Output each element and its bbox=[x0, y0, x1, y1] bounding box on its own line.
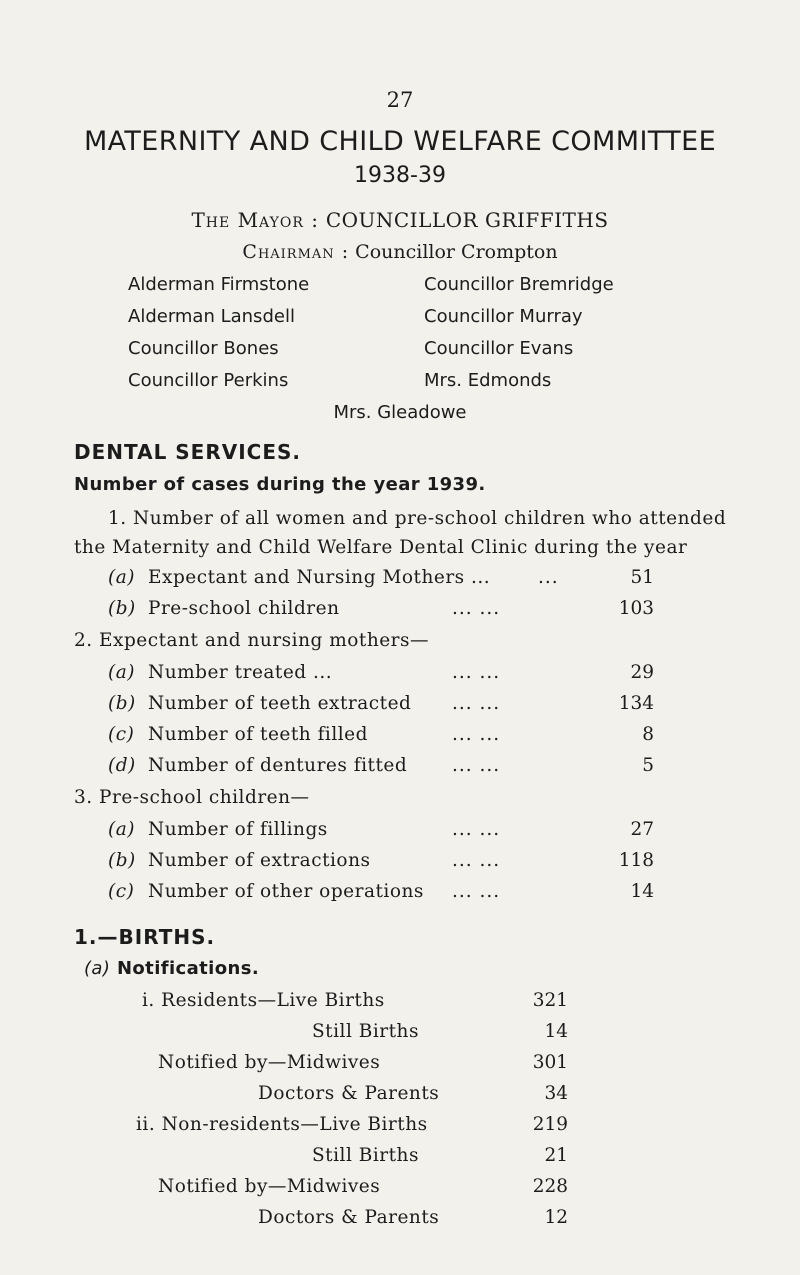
mayor-label: The Mayor : bbox=[191, 208, 319, 232]
item3c-label: (c) bbox=[108, 881, 135, 902]
births-sub-label: (a) bbox=[84, 958, 111, 979]
births-row-3-text: Notified by—Midwives bbox=[158, 1052, 381, 1073]
item3a-label: (a) bbox=[108, 819, 135, 840]
item2a-label: (a) bbox=[108, 662, 135, 683]
item2c-dots: ... ... bbox=[452, 724, 501, 745]
births-row-1-value: 321 bbox=[532, 990, 568, 1011]
item2-title: 2. Expectant and nursing mothers— bbox=[74, 630, 430, 651]
births-row-6-value: 21 bbox=[544, 1145, 568, 1166]
item3c-value: 14 bbox=[630, 881, 654, 902]
births-row-4-value: 34 bbox=[544, 1083, 568, 1104]
item1b-text: Pre-school children bbox=[148, 598, 340, 619]
member-left-4: Councillor Perkins bbox=[128, 370, 289, 391]
item2a-dots: ... ... bbox=[452, 662, 501, 683]
item2a-value: 29 bbox=[630, 662, 654, 683]
member-last: Mrs. Gleadowe bbox=[333, 402, 467, 423]
item2c-value: 8 bbox=[642, 724, 654, 745]
item3c-text: Number of other operations bbox=[148, 881, 424, 902]
item2c-text: Number of teeth filled bbox=[148, 724, 368, 745]
item2d-value: 5 bbox=[642, 755, 654, 776]
births-sub-text: Notifications. bbox=[116, 958, 260, 979]
item2b-text: Number of teeth extracted bbox=[148, 693, 412, 714]
births-row-2-text: Still Births bbox=[312, 1021, 419, 1042]
item2b-label: (b) bbox=[108, 693, 136, 714]
item3b-label: (b) bbox=[108, 850, 136, 871]
births-row-5-text: ii. Non-residents—Live Births bbox=[136, 1114, 428, 1135]
mayor-name: COUNCILLOR GRIFFITHS bbox=[325, 208, 609, 232]
chairman-label: Chairman : bbox=[242, 241, 350, 263]
item1-line1: 1. Number of all women and pre-school children who attended bbox=[108, 508, 727, 529]
page-number: 27 bbox=[386, 88, 414, 112]
births-row-8-text: Doctors & Parents bbox=[258, 1207, 440, 1228]
item1b-label: (b) bbox=[108, 598, 136, 619]
item3a-dots: ... ... bbox=[452, 819, 501, 840]
item2d-label: (d) bbox=[108, 755, 136, 776]
chairman-name: Councillor Crompton bbox=[355, 241, 558, 263]
item2b-value: 134 bbox=[618, 693, 654, 714]
member-right-4: Mrs. Edmonds bbox=[424, 370, 552, 391]
item1b-value: 103 bbox=[618, 598, 654, 619]
member-left-2: Alderman Lansdell bbox=[128, 306, 295, 327]
item1a-value: 51 bbox=[630, 567, 654, 588]
item2d-dots: ... ... bbox=[452, 755, 501, 776]
births-row-7-value: 228 bbox=[532, 1176, 568, 1197]
item1a-text: Expectant and Nursing Mothers ... bbox=[148, 567, 491, 588]
member-left-3: Councillor Bones bbox=[128, 338, 279, 359]
member-right-2: Councillor Murray bbox=[424, 306, 583, 327]
chairman-line bbox=[0, 241, 800, 263]
births-row-8-value: 12 bbox=[544, 1207, 568, 1228]
item3b-dots: ... ... bbox=[452, 850, 501, 871]
births-row-1-text: i. Residents—Live Births bbox=[142, 990, 385, 1011]
births-row-2-value: 14 bbox=[544, 1021, 568, 1042]
item1-line2: the Maternity and Child Welfare Dental Clinic during the year bbox=[74, 537, 688, 558]
item2d-text: Number of dentures fitted bbox=[148, 755, 408, 776]
item1a-dots: ... bbox=[538, 567, 559, 588]
item2a-text: Number treated ... bbox=[148, 662, 333, 683]
births-row-4-text: Doctors & Parents bbox=[258, 1083, 440, 1104]
births-row-5-value: 219 bbox=[532, 1114, 568, 1135]
item2c-label: (c) bbox=[108, 724, 135, 745]
member-right-1: Councillor Bremridge bbox=[424, 274, 614, 295]
item3c-dots: ... ... bbox=[452, 881, 501, 902]
births-heading: 1.—BIRTHS. bbox=[74, 925, 216, 949]
births-row-3-value: 301 bbox=[532, 1052, 568, 1073]
dental-heading: DENTAL SERVICES. bbox=[74, 440, 302, 464]
dental-subheading: Number of cases during the year 1939. bbox=[74, 474, 486, 495]
item3a-text: Number of fillings bbox=[148, 819, 328, 840]
member-left-1: Alderman Firmstone bbox=[128, 274, 310, 295]
item3-title: 3. Pre-school children— bbox=[74, 787, 310, 808]
item3b-value: 118 bbox=[618, 850, 654, 871]
item3b-text: Number of extractions bbox=[148, 850, 371, 871]
page-title: MATERNITY AND CHILD WELFARE COMMITTEE bbox=[83, 126, 717, 157]
births-row-7-text: Notified by—Midwives bbox=[158, 1176, 381, 1197]
committee-year: 1938-39 bbox=[354, 163, 446, 188]
births-subheading bbox=[84, 958, 259, 979]
item3a-value: 27 bbox=[630, 819, 654, 840]
member-right-3: Councillor Evans bbox=[424, 338, 574, 359]
item2b-dots: ... ... bbox=[452, 693, 501, 714]
births-row-6-text: Still Births bbox=[312, 1145, 419, 1166]
item1b-dots: ... ... bbox=[452, 598, 501, 619]
item1a-label: (a) bbox=[108, 567, 135, 588]
mayor-line bbox=[0, 208, 800, 232]
